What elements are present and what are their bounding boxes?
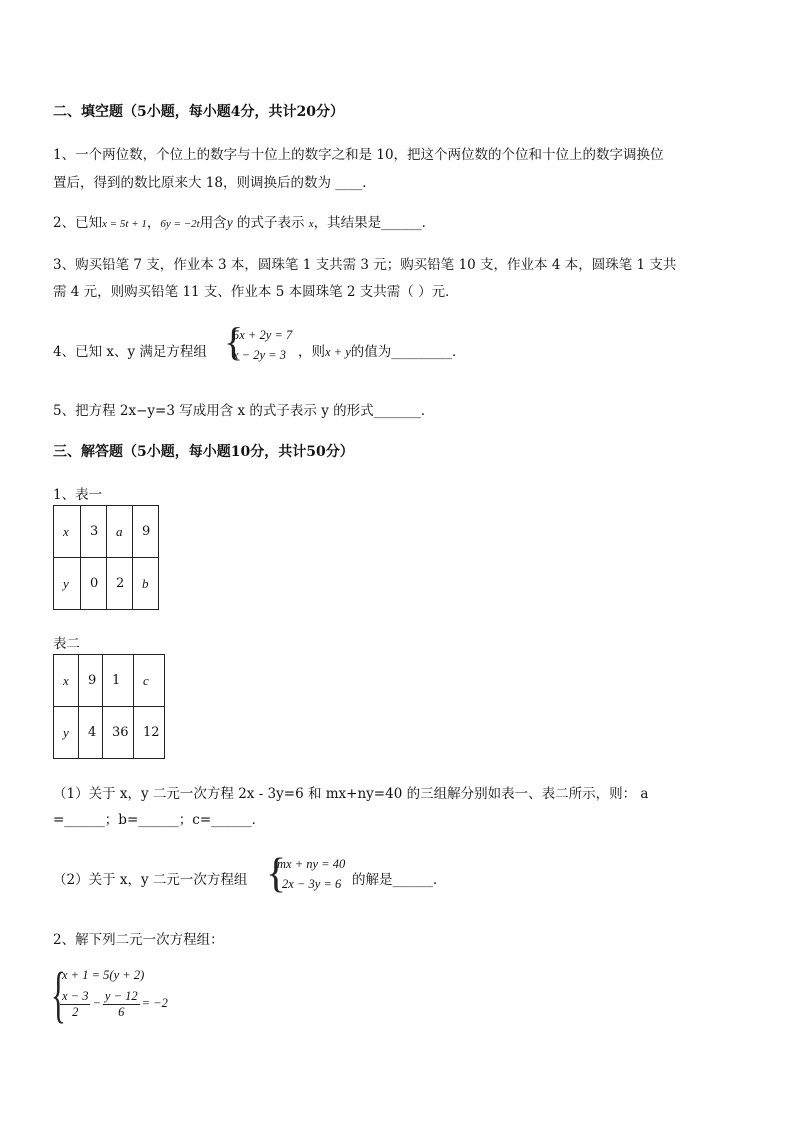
table-cell: c: [134, 655, 165, 707]
q2-system-brace: {: [51, 961, 66, 1029]
table-cell: x: [54, 655, 79, 707]
table-2-row-y: [54, 707, 165, 759]
table-cell: 12: [134, 707, 165, 759]
q4-system-eq-1: 5x + 2y = 7: [233, 328, 293, 342]
table-cell: 9: [133, 506, 159, 558]
table-2: [53, 654, 165, 759]
q2-equation-2: 6y = −2t: [160, 218, 200, 230]
section-heading-solutions: 三、解答题（5小题，每小题10分，共计50分）: [53, 444, 354, 460]
fraction-1: $\frac{x - 3}{2}$: [62, 989, 89, 1019]
part-1-line-2: =______；b=______；c=______．: [53, 812, 266, 828]
q2-system-eq-1: x + 1 = 5(y + 2): [62, 968, 145, 982]
q2-system-eq-2: $\frac{x - 3}{2}$ − $\frac{y - 12}{6}$ = −2: [62, 989, 168, 1019]
table-cell: 36: [103, 707, 134, 759]
q4-expression: x + y: [325, 345, 351, 359]
table-cell: 0: [81, 558, 107, 610]
q2-var-x: x: [308, 218, 314, 230]
question-1-line-1: 1、一个两位数，个位上的数字与十位上的数字之和是 10，把这个两位数的个位和十位上的数字调换位: [53, 147, 664, 163]
part-2-suffix: 的解是______．: [352, 872, 447, 888]
part-2-system-eq-1: mx + ny = 40: [277, 857, 346, 871]
table-1-label: 1、表一: [53, 487, 103, 503]
fraction-2: $\frac{y - 12}{6}$: [104, 989, 138, 1019]
q2-suffix: ，其结果是______．: [313, 215, 436, 231]
q2-prefix: 2、已知: [53, 215, 103, 231]
q2-equation-1: x = 5t + 1: [102, 218, 147, 230]
part-2-brace: {: [266, 851, 287, 897]
table-1-row-x: [54, 506, 159, 558]
q4-brace: {: [224, 319, 244, 364]
table-cell: a: [107, 506, 133, 558]
q4-mid: ，则: [298, 344, 325, 360]
section-heading-fill-in: 二、填空题（5小题，每小题4分，共计20分）: [53, 104, 344, 120]
question-2: [53, 211, 435, 231]
q2-mid: 用含: [199, 215, 227, 231]
table-cell: 3: [81, 506, 107, 558]
q4-prefix: 4、已知 x、y 满足方程组: [53, 344, 207, 360]
question-1-line-2: 置后，得到的数比原来大 18，则调换后的数为 ____．: [53, 175, 376, 191]
part-1-line-1: （1）关于 x，y 二元一次方程 2x - 3y=6 和 mx+ny=40 的三组解分别如表一、表二所示，则： a: [53, 786, 649, 802]
table-cell: 2: [107, 558, 133, 610]
table-cell: y: [54, 558, 81, 610]
table-2-row-x: [54, 655, 165, 707]
question-3-line-1: 3、购买铅笔 7 支，作业本 3 本，圆珠笔 1 支共需 3 元；购买铅笔 10 支，作业本 4 本，圆珠笔 1 支共: [53, 257, 677, 273]
q4-suffix: 的值为_________．: [350, 344, 466, 360]
table-cell: x: [54, 506, 81, 558]
q2-comma: ，: [146, 215, 161, 231]
table-cell: 9: [79, 655, 103, 707]
q4-tail: [298, 340, 466, 360]
part-2-system-eq-2: 2x − 3y = 6: [282, 877, 342, 891]
table-cell: y: [54, 707, 79, 759]
question-3-line-2: 需 4 元，则购买铅笔 11 支、作业本 5 本圆珠笔 2 支共需（ ）元．: [53, 284, 459, 300]
question-5: 5、把方程 2x−y=3 写成用含 x 的式子表示 y 的形式_______．: [53, 403, 435, 419]
table-2-label: 表二: [53, 636, 80, 652]
table-cell: 1: [103, 655, 134, 707]
q2-mid-2: 的式子表示: [236, 215, 305, 231]
q4-system-eq-2: x − 2y = 3: [233, 348, 286, 362]
table-1-row-y: [54, 558, 159, 610]
part-2-prefix: （2）关于 x，y 二元一次方程组: [53, 872, 248, 888]
table-cell: b: [133, 558, 159, 610]
table-cell: 4: [79, 707, 103, 759]
q2-var-y: y: [226, 215, 233, 230]
section-3-question-2: 2、解下列二元一次方程组：: [53, 932, 224, 948]
table-1: [53, 505, 159, 610]
